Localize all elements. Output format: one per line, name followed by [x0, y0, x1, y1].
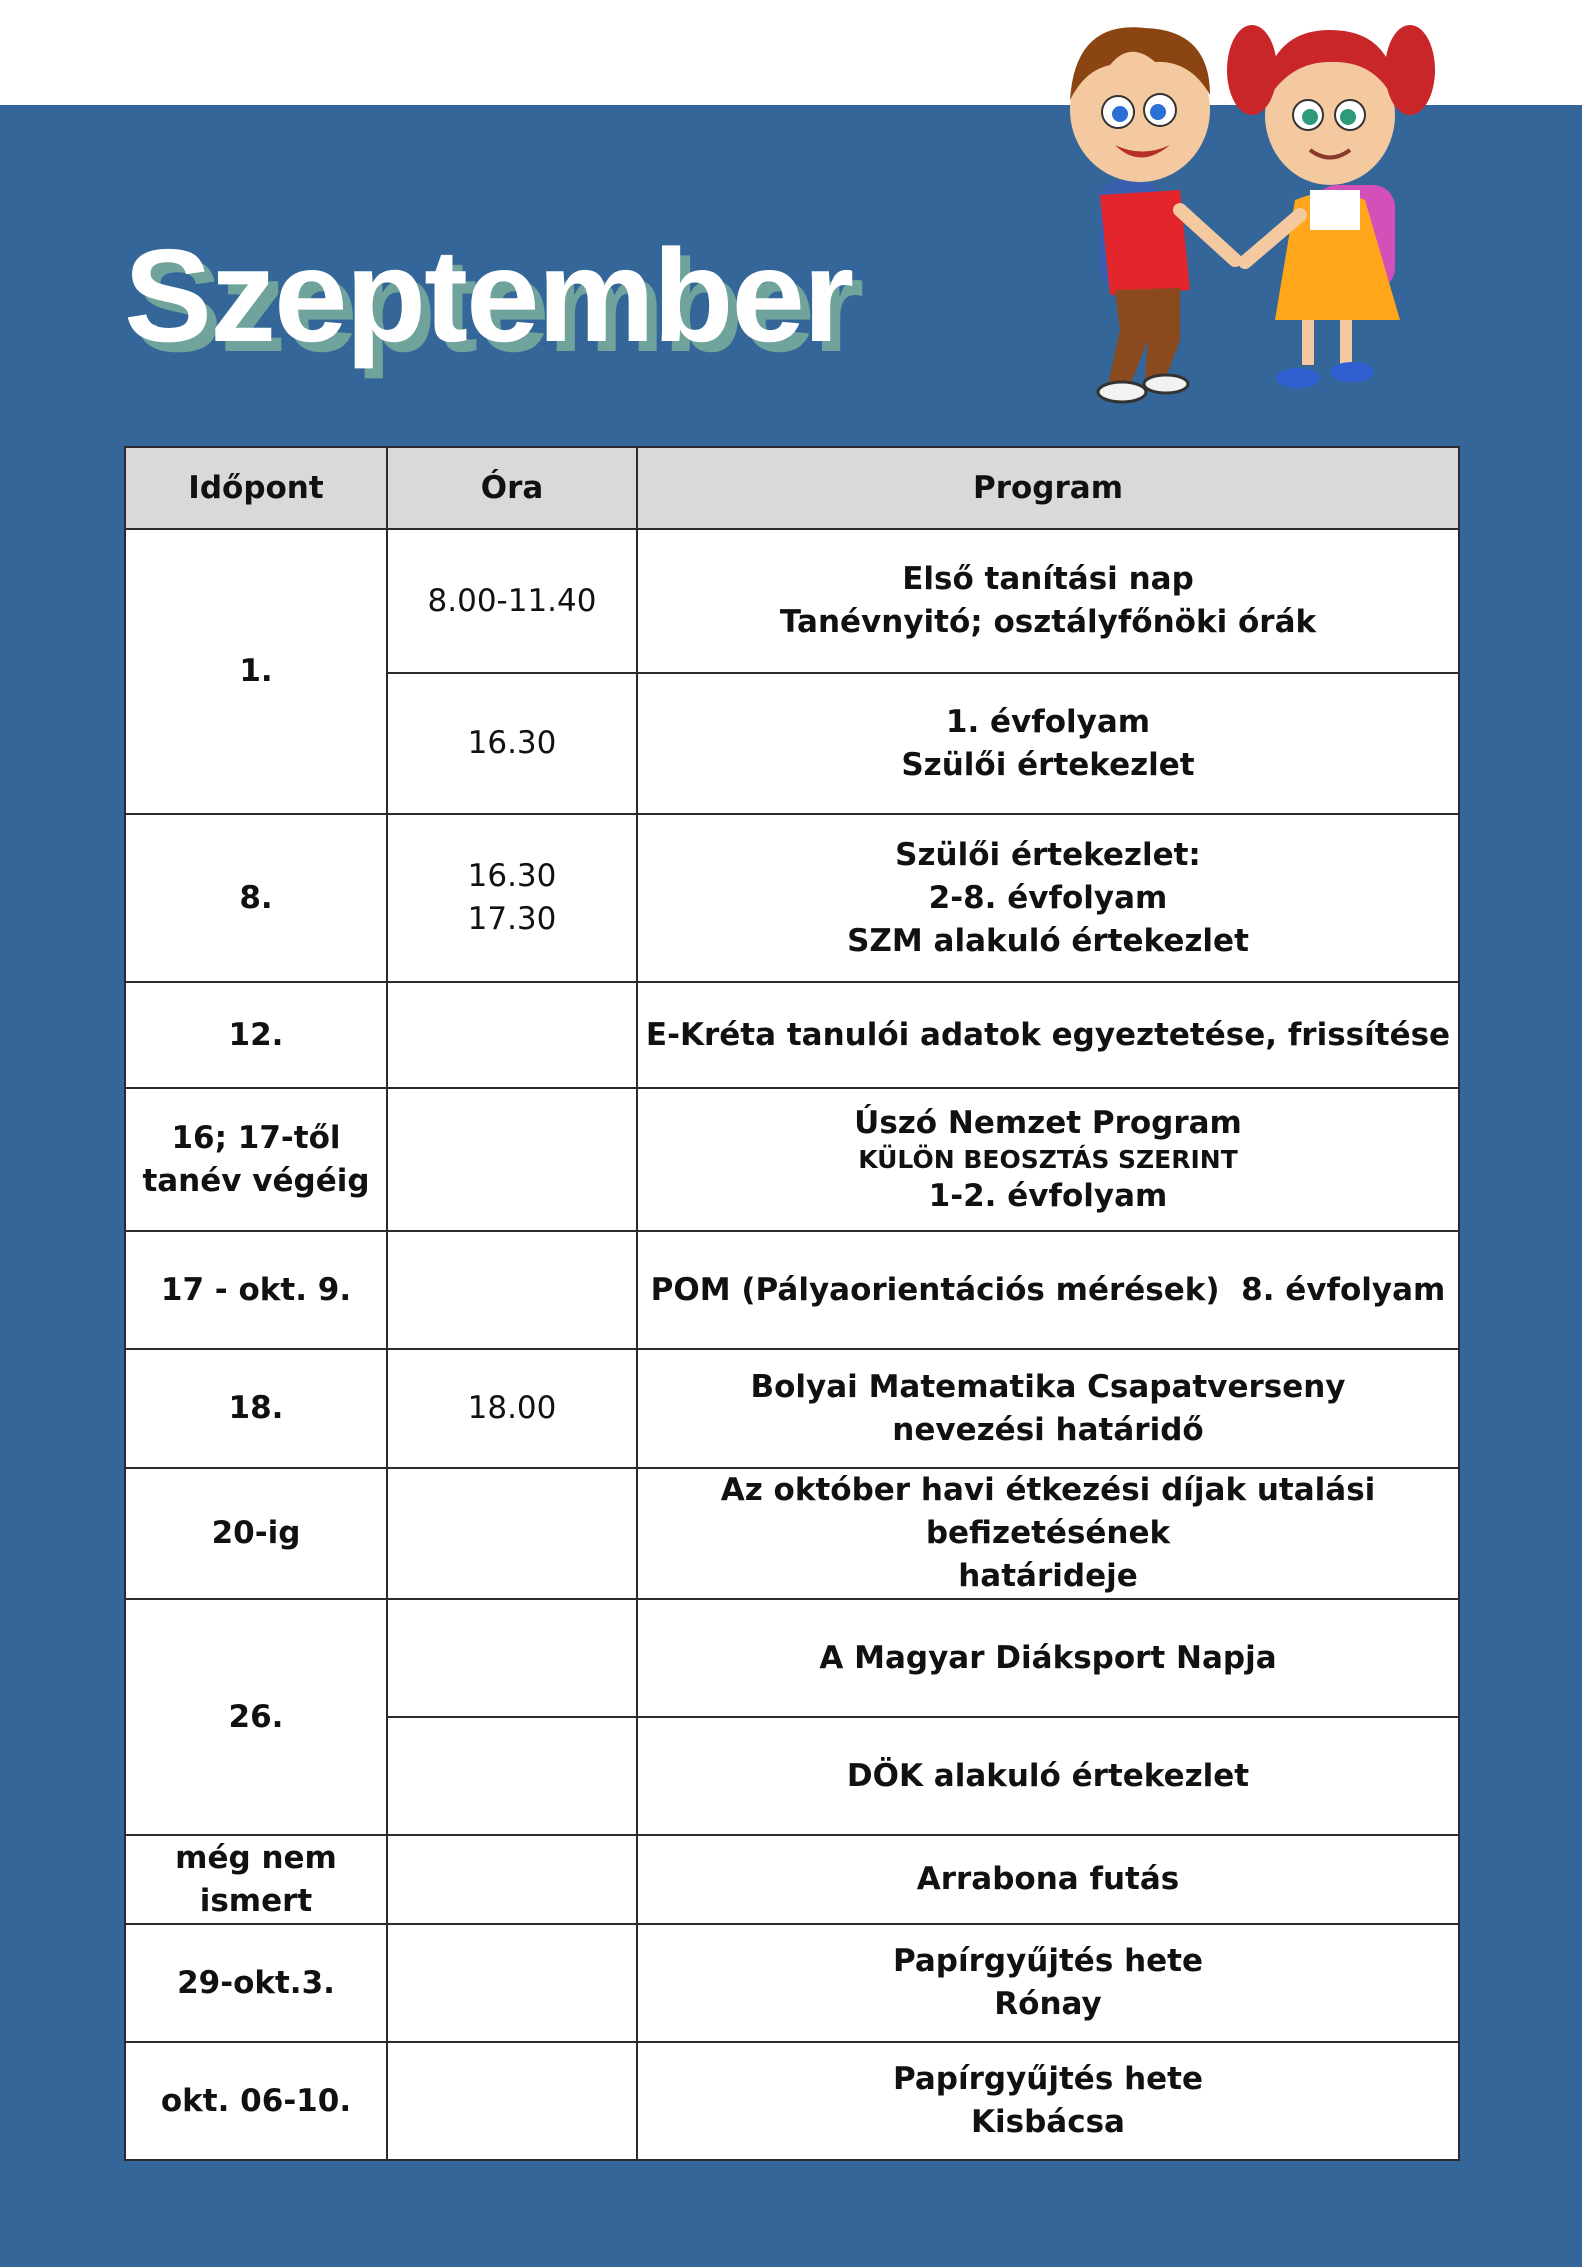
date-cell: 18.	[125, 1349, 387, 1468]
program-cell: Az október havi étkezési díjak utalási befizetésének határideje	[637, 1468, 1459, 1599]
date-cell: 29-okt.3.	[125, 1924, 387, 2042]
table-row	[125, 1924, 1459, 2042]
date-cell: 12.	[125, 982, 387, 1088]
boy-illustration	[1070, 27, 1235, 402]
time-cell: 16.30 17.30	[387, 814, 637, 982]
program-cell: DÖK alakuló értekezlet	[637, 1717, 1459, 1835]
program-cell: Úszó Nemzet Program KÜLÖN BEOSZTÁS SZERINT 1-2. évfolyam	[637, 1088, 1459, 1231]
time-cell	[387, 1088, 637, 1231]
date-cell: 17 - okt. 9.	[125, 1231, 387, 1349]
table-row	[125, 1088, 1459, 1231]
date-cell: 1.	[125, 529, 387, 814]
table-row	[125, 2042, 1459, 2160]
program-cell: Papírgyűjtés hete Rónay	[637, 1924, 1459, 2042]
date-cell: még nem ismert	[125, 1835, 387, 1924]
time-cell	[387, 1468, 637, 1599]
time-cell: 16.30	[387, 673, 637, 814]
time-cell	[387, 1231, 637, 1349]
time-cell	[387, 1835, 637, 1924]
time-cell	[387, 982, 637, 1088]
girl-illustration	[1227, 25, 1435, 388]
page-title: Szeptember	[124, 222, 853, 369]
program-cell: Bolyai Matematika Csapatverseny nevezési határidő	[637, 1349, 1459, 1468]
program-cell: A Magyar Diáksport Napja	[637, 1599, 1459, 1717]
date-cell: 8.	[125, 814, 387, 982]
table-row	[125, 1599, 1459, 1717]
date-cell: 16; 17-től tanév végéig	[125, 1088, 387, 1231]
table-row	[125, 814, 1459, 982]
program-cell: POM (Pályaorientációs mérések) 8. évfolyam	[637, 1231, 1459, 1349]
program-cell: Arrabona futás	[637, 1835, 1459, 1924]
table-row	[125, 1349, 1459, 1468]
header-time: Óra	[387, 447, 637, 529]
program-cell: 1. évfolyam Szülői értekezlet	[637, 673, 1459, 814]
schedule-table	[124, 446, 1460, 2161]
time-cell: 8.00-11.40	[387, 529, 637, 673]
program-cell: E-Kréta tanulói adatok egyeztetése, frissítése	[637, 982, 1459, 1088]
date-cell: 20-ig	[125, 1468, 387, 1599]
date-cell: 26.	[125, 1599, 387, 1835]
time-cell	[387, 1599, 637, 1717]
table-row	[125, 1231, 1459, 1349]
time-cell	[387, 2042, 637, 2160]
time-cell: 18.00	[387, 1349, 637, 1468]
program-cell: Papírgyűjtés hete Kisbácsa	[637, 2042, 1459, 2160]
header-program: Program	[637, 447, 1459, 529]
time-cell	[387, 1924, 637, 2042]
table-row	[125, 529, 1459, 673]
table-row	[125, 982, 1459, 1088]
header-date: Időpont	[125, 447, 387, 529]
table-row	[125, 1835, 1459, 1924]
table-header-row	[125, 447, 1459, 529]
table-row	[125, 1468, 1459, 1599]
program-cell: Szülői értekezlet: 2-8. évfolyam SZM alakuló értekezlet	[637, 814, 1459, 982]
date-cell: okt. 06-10.	[125, 2042, 387, 2160]
time-cell	[387, 1717, 637, 1835]
program-cell: Első tanítási nap Tanévnyitó; osztályfőnöki órák	[637, 529, 1459, 673]
boy-and-girl-with-backpacks-icon	[1030, 0, 1510, 420]
